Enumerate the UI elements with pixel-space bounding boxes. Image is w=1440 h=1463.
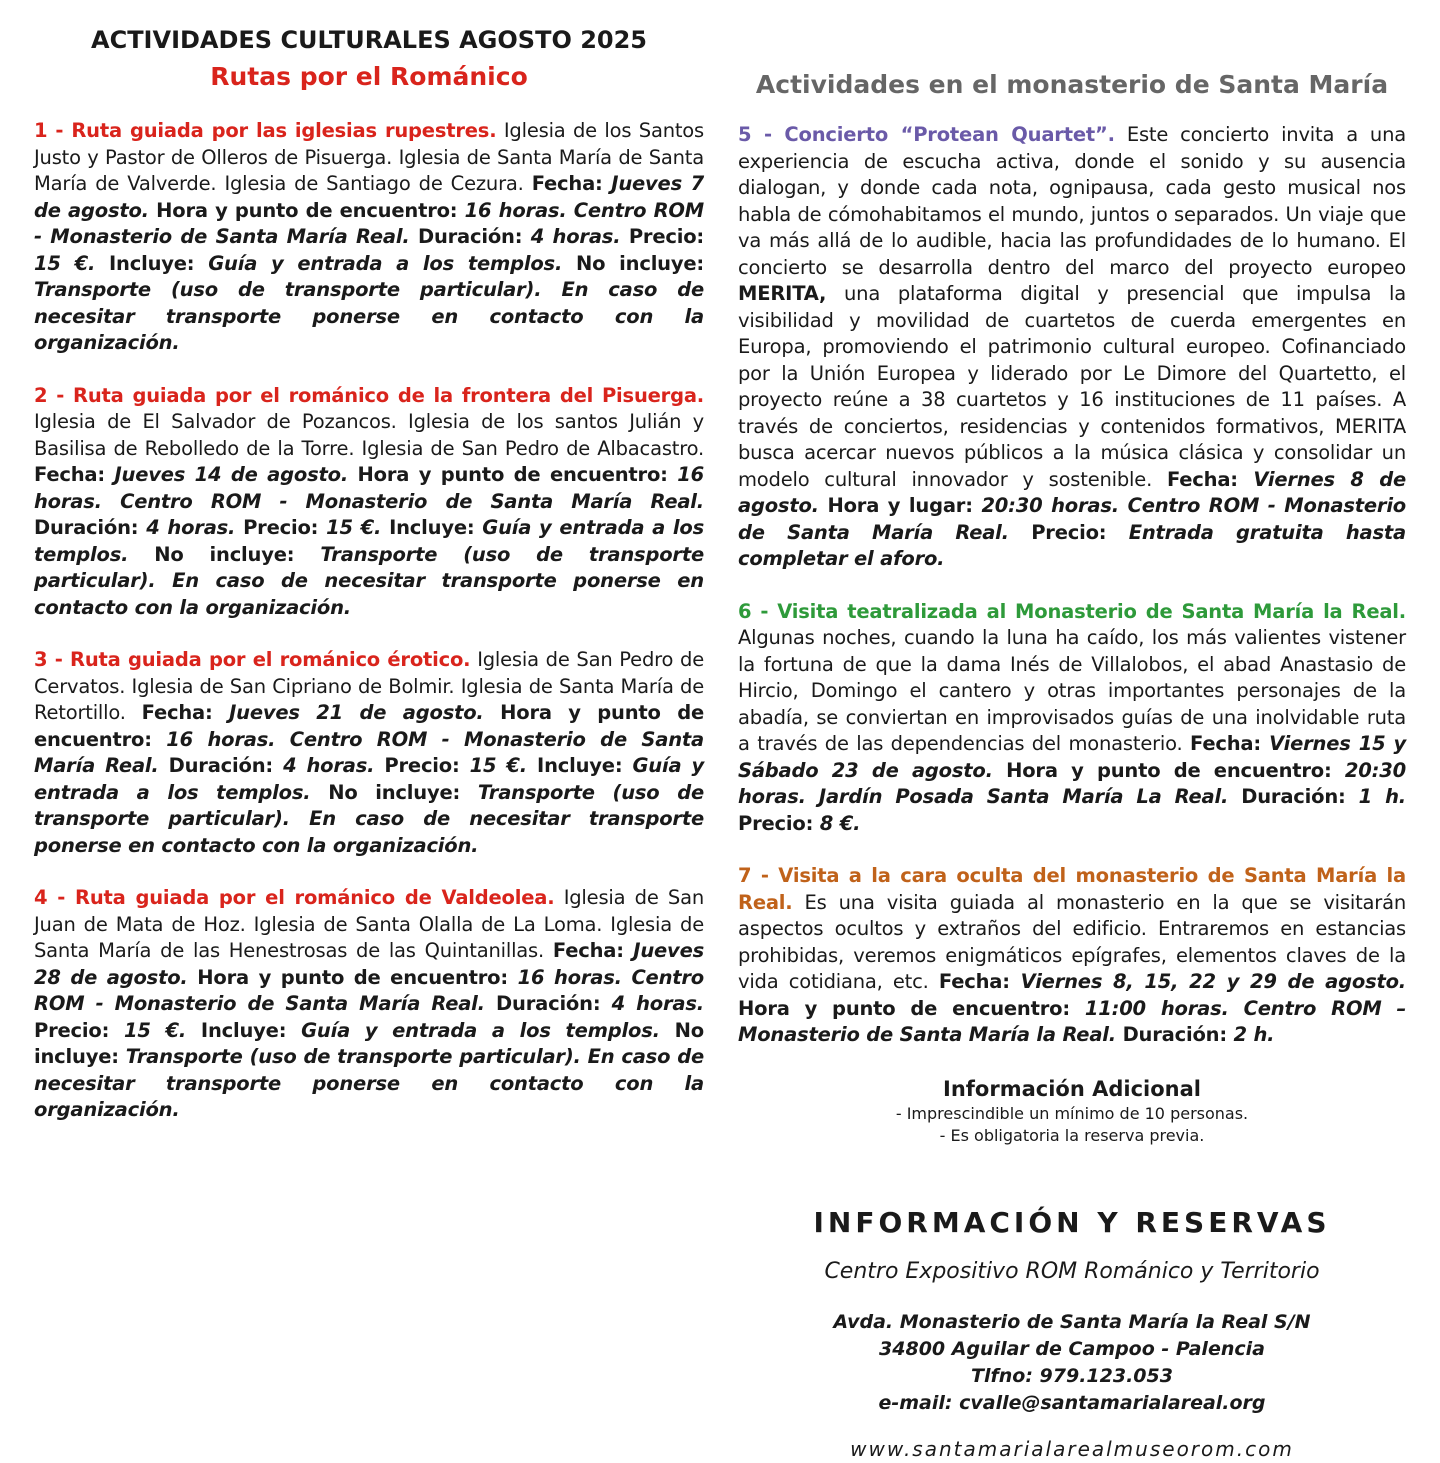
activity-item bbox=[34, 118, 704, 357]
activity-description: Este concierto invita a una experiencia de escucha activa, donde el sonido y su ausencia dialogan, y donde cada nota, ognipausa, cada gesto musical nos habla de cómohabitamos el mundo, juntos o separados. Un viaje que va más allá de lo audible, hacia las profundidades de lo humano. El concierto se desarrolla dentro del marco del proyecto europeo bbox=[738, 123, 1407, 279]
field-label: No incluye: bbox=[576, 251, 704, 275]
field-value: Guía y entrada a los templos. bbox=[34, 754, 704, 804]
website-link[interactable]: www.santamarialarealmuseorom.com bbox=[850, 1436, 1294, 1461]
field-label: Precio: bbox=[738, 811, 820, 835]
activity-item bbox=[738, 122, 1406, 573]
field-label: Incluye: bbox=[200, 1018, 302, 1042]
field-label: Duración: bbox=[34, 516, 147, 539]
activity-description: Iglesia de San Pedro de Cervatos. Iglesia de San Cipriano de Bolmir. Iglesia de Santa María de Retortillo. bbox=[34, 648, 704, 724]
field-value: 4 horas. bbox=[530, 225, 629, 248]
field-value: Viernes 8 de agosto. bbox=[738, 467, 1407, 517]
activity-heading: 6 - Visita teatralizada al Monasterio de Santa María la Real. bbox=[738, 599, 1406, 623]
field-value: 15 €. bbox=[326, 516, 390, 539]
field-value: Transporte (uso de transporte particular). En caso de necesitar transporte ponerse en contacto con la organización. bbox=[34, 1045, 704, 1121]
field-value: 15 €. bbox=[469, 754, 538, 777]
field-value: Transporte (uso de transporte particular). En caso de necesitar transporte ponerse en contacto con la organización. bbox=[34, 542, 704, 619]
activity-description: Iglesia de El Salvador de Pozancos. Iglesia de los santos Julián y Basilisa de Rebolledo de la Torre. Iglesia de San Pedro de Albacastro. bbox=[34, 410, 704, 460]
field-label: Precio: bbox=[243, 516, 327, 539]
field-label: Hora y punto de encuentro: bbox=[197, 965, 518, 989]
field-value: 16 horas. Centro ROM - Monasterio de Santa María Real. bbox=[34, 198, 705, 248]
field-label: Hora y lugar: bbox=[827, 494, 982, 517]
field-label: Hora y punto de encuentro: bbox=[34, 701, 705, 751]
project-name: MERITA, bbox=[738, 282, 827, 305]
additional-info-title: Información Adicional bbox=[943, 1076, 1201, 1101]
additional-info-line: - Es obligatoria la reserva previa. bbox=[939, 1125, 1205, 1145]
field-label: Hora y punto de encuentro: bbox=[156, 198, 465, 222]
reservations-title: INFORMACIÓN Y RESERVAS bbox=[813, 1205, 1331, 1239]
field-value: 4 horas. bbox=[611, 992, 704, 1015]
field-value: 4 horas. bbox=[283, 754, 385, 777]
field-label: Precio: bbox=[34, 1018, 124, 1042]
postal-line: 34800 Aguilar de Campoo - Palencia bbox=[879, 1337, 1265, 1360]
field-value: 16 horas. Centro ROM - Monasterio de Santa María Real. bbox=[34, 727, 704, 777]
field-label: Fecha: bbox=[34, 463, 115, 486]
field-label: Precio: bbox=[1031, 520, 1129, 544]
field-value: 16 horas. Centro ROM - Monasterio de Santa María Real. bbox=[34, 463, 704, 513]
field-value: 11:00 horas. Centro ROM – Monasterio de Santa María la Real. bbox=[738, 996, 1407, 1046]
right-column bbox=[738, 68, 1406, 1463]
field-value: 15 €. bbox=[123, 1018, 201, 1042]
activity-description: Es una visita guiada al monasterio en la que se visitarán aspectos ocultos y extraños del edificio. Entraremos en estancias prohibidas, veremos enigmáticos epígrafes, elementos claves de la vida cotidiana, etc. bbox=[738, 890, 1406, 993]
field-label: Duración: bbox=[496, 992, 612, 1015]
field-label: Hora y punto de encuentro: bbox=[1006, 758, 1345, 782]
field-value: Transporte (uso de transporte particular). En caso de necesitar transporte ponerse en contacto con la organización. bbox=[34, 780, 704, 857]
field-label: Fecha: bbox=[938, 970, 1021, 993]
activity-item bbox=[34, 885, 704, 1124]
activity-heading: 7 - Visita a la cara oculta del monasterio de Santa María la Real. bbox=[738, 864, 1406, 914]
field-value: 2 h. bbox=[1233, 1023, 1275, 1046]
field-value: Entrada gratuita hasta completar el aforo. bbox=[738, 520, 1407, 570]
email-link[interactable]: e-mail: cvalle@santamarialareal.org bbox=[878, 1391, 1266, 1414]
field-label: No incluye: bbox=[328, 780, 478, 804]
right-activity-list bbox=[738, 122, 1406, 1049]
field-value: 4 horas. bbox=[146, 516, 244, 539]
field-value: Jueves 21 de agosto. bbox=[229, 701, 501, 724]
field-value: Viernes 8, 15, 22 y 29 de agosto. bbox=[1020, 970, 1406, 993]
field-label: Fecha: bbox=[141, 701, 230, 724]
activity-heading: 2 - Ruta guiada por el románico de la frontera del Pisuerga. bbox=[34, 383, 704, 407]
address-line: Avda. Monasterio de Santa María la Real S/N bbox=[833, 1310, 1311, 1333]
field-value: 20:30 horas. Centro ROM - Monasterio de Santa María Real. bbox=[738, 494, 1407, 544]
reservations-block bbox=[738, 1205, 1406, 1463]
activity-item bbox=[34, 647, 704, 859]
field-value: Viernes 15 y Sábado 23 de agosto. bbox=[738, 732, 1407, 782]
activity-item bbox=[34, 383, 704, 622]
section-title-romanico: Rutas por el Románico bbox=[210, 62, 528, 91]
activity-item bbox=[738, 599, 1406, 838]
field-label: Hora y punto de encuentro: bbox=[357, 463, 678, 486]
activity-description: Iglesia de San Juan de Mata de Hoz. Iglesia de Santa Olalla de La Loma. Iglesia de Santa María de las Henestrosas de las Quintanillas. bbox=[34, 886, 704, 962]
field-label: Fecha: bbox=[531, 172, 612, 195]
field-value: Transporte (uso de transporte particular). En caso de necesitar transporte ponerse en contacto con la organización. bbox=[34, 278, 704, 354]
field-value: 1 h. bbox=[1358, 785, 1406, 808]
activity-description: Iglesia de los Santos Justo y Pastor de Olleros de Pisuerga. Iglesia de Santa María de Santa María de Valverde. Iglesia de Santiago de Cezura. bbox=[34, 119, 704, 195]
activity-heading: 5 - Concierto “Protean Quartet”. bbox=[738, 123, 1115, 146]
activity-description-continued: una plataforma digital y presencial que impulsa la visibilidad y movilidad de cuartetos de cuerda emergentes en Europa, promoviendo el patrimonio cultural europeo. Cofinanciado por la Unión Europea y liderado por Le Dimore del Quartetto, el proyecto reúne a 38 cuartetos y 16 instituciones de 11 países. A través de conciertos, residencias y contenidos formativos, MERITA busca acercar nuevos públicos a la música clásica y consolidar un modelo cultural innovador y sostenible. bbox=[738, 282, 1406, 491]
field-label: Fecha: bbox=[1190, 732, 1270, 755]
field-value: Jueves 14 de agosto. bbox=[114, 463, 358, 486]
activity-heading: 3 - Ruta guiada por el románico érotico. bbox=[34, 648, 471, 671]
field-value: 15 €. bbox=[34, 251, 109, 275]
section-title-monasterio: Actividades en el monasterio de Santa María bbox=[755, 70, 1389, 99]
field-label: Incluye: bbox=[109, 251, 209, 275]
activity-item bbox=[738, 863, 1406, 1049]
field-value: Jueves 7 de agosto. bbox=[34, 172, 704, 222]
field-value: 8 €. bbox=[819, 811, 861, 835]
field-value: Guía y entrada a los templos. bbox=[34, 516, 704, 566]
field-label: Precio: bbox=[628, 225, 704, 248]
field-label: Fecha: bbox=[1166, 467, 1254, 491]
phone-line: Tlfno: 979.123.053 bbox=[971, 1364, 1173, 1387]
field-label: Precio: bbox=[384, 754, 470, 777]
field-label: Duración: bbox=[1122, 1023, 1234, 1046]
left-activity-list bbox=[34, 118, 704, 1124]
field-label: No incluye: bbox=[34, 1018, 704, 1068]
field-label: Hora y punto de encuentro: bbox=[738, 996, 1085, 1020]
field-label: Duración: bbox=[168, 754, 284, 777]
field-value: 20:30 horas. Jardín Posada Santa María La Real. bbox=[738, 758, 1406, 808]
field-value: 16 horas. Centro ROM - Monasterio de Santa María Real. bbox=[34, 965, 704, 1015]
field-label: Fecha: bbox=[552, 939, 634, 962]
field-label: Duración: bbox=[1241, 785, 1359, 808]
field-label: Incluye: bbox=[537, 754, 633, 777]
field-value: Guía y entrada a los templos. bbox=[301, 1018, 675, 1042]
activity-heading: 1 - Ruta guiada por las iglesias rupestres. bbox=[34, 119, 497, 142]
field-value: Guía y entrada a los templos. bbox=[208, 251, 577, 275]
page-title: ACTIVIDADES CULTURALES AGOSTO 2025 bbox=[91, 26, 647, 54]
activity-heading: 4 - Ruta guiada por el románico de Valdeolea. bbox=[34, 886, 555, 909]
additional-info bbox=[738, 1075, 1406, 1147]
left-column bbox=[34, 24, 704, 1150]
field-value: Jueves 28 de agosto. bbox=[34, 939, 705, 989]
field-label: Duración: bbox=[417, 225, 531, 248]
field-label: No incluye: bbox=[154, 542, 321, 566]
contact-address bbox=[738, 1309, 1406, 1417]
additional-info-line: - Imprescindible un mínimo de 10 personas. bbox=[895, 1103, 1249, 1123]
center-name: Centro Expositivo ROM Románico y Territorio bbox=[824, 1258, 1320, 1284]
field-label: Incluye: bbox=[389, 516, 483, 539]
activity-description: Algunas noches, cuando la luna ha caído, los más valientes vistener la fortuna de que la dama Inés de Villalobos, el abad Anastasio de Hircio, Domingo el cantero y otras importantes personajes de la abadía, se conviertan en improvisados guías de una inolvidable ruta a través de las dependencias del monasterio. bbox=[738, 626, 1406, 755]
